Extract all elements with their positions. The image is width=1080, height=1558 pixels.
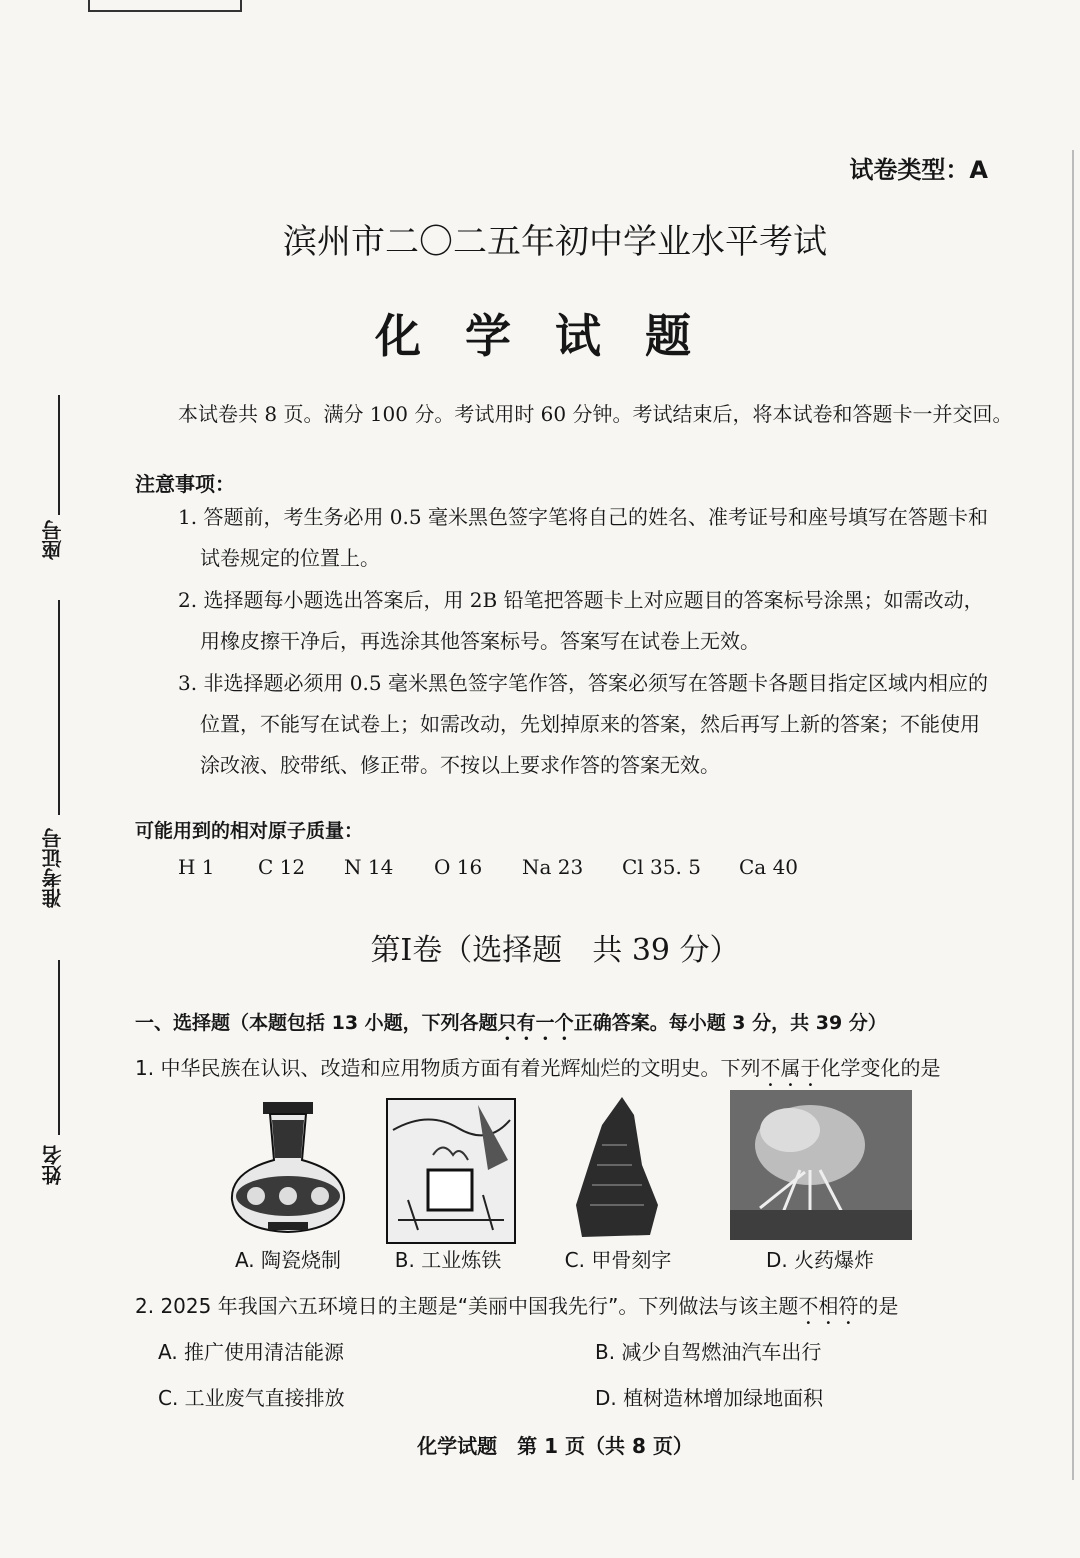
note-item: 1. 答题前，考生务必用 0.5 毫米黑色签字笔将自己的姓名、准考证号和座号填写在答题卡和试卷规定的位置上。 — [178, 505, 988, 570]
question-2-stem: 2. 2025 年我国六五环境日的主题是“美丽中国我先行”。下列做法与该主题不相符的是 — [135, 1294, 899, 1318]
q1-option-c: C. 甲骨刻字 — [564, 1248, 672, 1272]
section-heading: 一、选择题（本题包括 13 小题，下列各题只有一个正确答案。每小题 3 分，共 39 分） — [135, 1012, 887, 1034]
atomic-mass-item: H 1 — [178, 855, 215, 879]
atomic-mass-item: Ca 40 — [739, 855, 799, 879]
admission-label: 准考证号 — [41, 828, 65, 908]
porcelain-vase-image — [228, 1100, 348, 1235]
note-item: 2. 选择题每小题选出答案后，用 2B 铅笔把答题卡上对应题目的答案标号涂黑；如需改动，用橡皮擦干净后，再选涂其他答案标号。答案写在试卷上无效。 — [178, 588, 984, 653]
note-item: 3. 非选择题必须用 0.5 毫米黑色签字笔作答，答案必须写在答题卡各题目指定区域内相应的位置，不能写在试卷上；如需改动，先划掉原来的答案，然后再写上新的答案；不能使用涂改液、胶带纸、修正带。不按以上要求作答的答案无效。 — [178, 671, 988, 777]
exam-title: 滨州市二〇二五年初中学业水平考试 — [283, 222, 827, 262]
q1-option-b: B. 工业炼铁 — [394, 1248, 502, 1272]
atomic-mass-item: O 16 — [434, 855, 483, 879]
name-label: 姓名 — [41, 1145, 65, 1185]
atomic-mass-heading: 可能用到的相对原子质量： — [135, 820, 364, 842]
q2-option-b: B. 减少自驾燃油汽车出行 — [595, 1340, 822, 1364]
paper-type: 试卷类型：A — [849, 156, 988, 184]
admission-line — [58, 600, 60, 815]
top-corner-box — [88, 0, 242, 12]
page-footer: 化学试题 第 1 页（共 8 页） — [417, 1434, 693, 1458]
notes-heading: 注意事项： — [135, 472, 235, 496]
seat-label: 座号 — [41, 520, 65, 560]
seat-line — [58, 395, 60, 515]
atomic-mass-item: Cl 35. 5 — [622, 855, 701, 879]
name-line — [58, 960, 60, 1135]
atomic-mass-item: N 14 — [344, 855, 394, 879]
q1-option-a: A. 陶瓷烧制 — [234, 1248, 342, 1272]
atomic-mass-list — [178, 855, 819, 879]
oracle-bone-image — [572, 1095, 662, 1240]
atomic-mass-item: Na 23 — [522, 855, 584, 879]
question-1-stem: 1. 中华民族在认识、改造和应用物质方面有着光辉灿烂的文明史。下列不属于化学变化的是 — [135, 1056, 941, 1080]
gunpowder-explosion-image — [730, 1090, 912, 1240]
q2-option-d: D. 植树造林增加绿地面积 — [595, 1386, 824, 1410]
q1-option-d: D. 火药爆炸 — [765, 1248, 875, 1272]
atomic-mass-item: C 12 — [258, 855, 306, 879]
subject-title: 化学试题 — [375, 309, 735, 363]
exam-intro: 本试卷共 8 页。满分 100 分。考试用时 60 分钟。考试结束后，将本试卷和答题卡一并交回。 — [178, 402, 1013, 426]
q2-option-c: C. 工业废气直接排放 — [158, 1386, 345, 1410]
ironmaking-woodcut-image — [386, 1098, 516, 1244]
q2-option-a: A. 推广使用清洁能源 — [158, 1340, 345, 1364]
part-title: 第Ⅰ卷（选择题 共 39 分） — [370, 933, 740, 968]
